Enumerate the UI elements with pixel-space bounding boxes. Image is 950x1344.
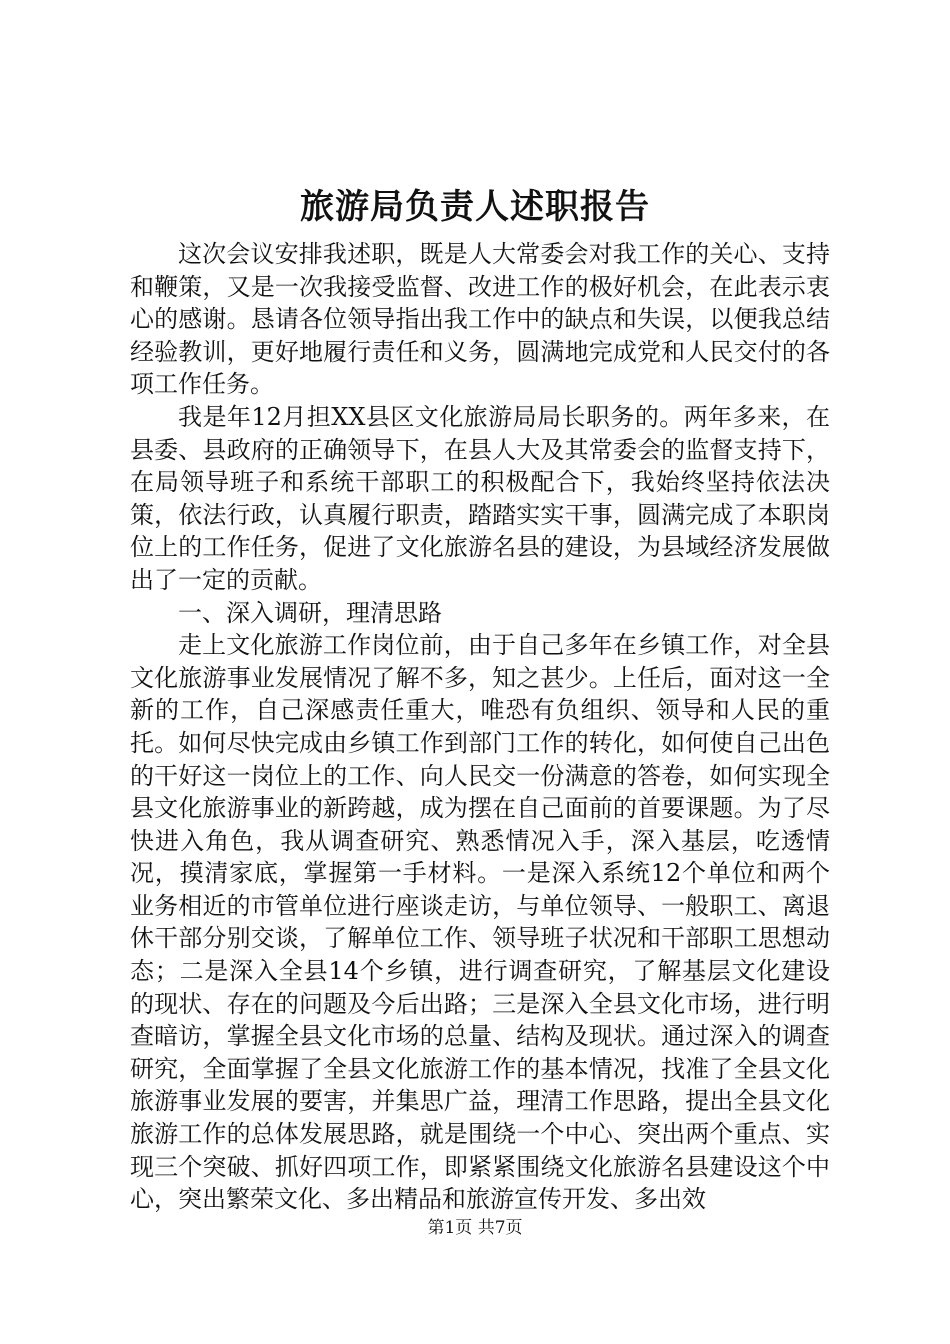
document-body xyxy=(130,238,830,1214)
paragraph-intro: 这次会议安排我述职，既是人大常委会对我工作的关心、支持和鞭策，又是一次我接受监督、改进工作的极好机会，在此表示衷心的感谢。恳请各位领导指出我工作中的缺点和失误，以便我总结经验教训，更好地履行责任和义务，圆满地完成党和人民交付的各项工作任务。 xyxy=(130,240,830,399)
paragraph-background: 我是年12月担XX县区文化旅游局局长职务的。两年多来，在县委、县政府的正确领导下，在县人大及其常委会的监督支持下，在局领导班子和系统干部职工的积极配合下，我始终坚持依法决策，依法行政，认真履行职责，踏踏实实干事，圆满完成了本职岗位上的工作任务，促进了文化旅游名县的建设，为县域经济发展做出了一定的贡献。 xyxy=(130,402,830,594)
page-number-footer: 第1页 共7页 xyxy=(427,1218,523,1238)
paragraph-section-1: 走上文化旅游工作岗位前，由于自己多年在乡镇工作，对全县文化旅游事业发展情况了解不多，知之甚少。上任后，面对这一全新的工作，自己深感责任重大，唯恐有负组织、领导和人民的重托。如何尽快完成由乡镇工作到部门工作的转化，如何使自己出色的干好这一岗位上的工作、向人民交一份满意的答卷，如何实现全县文化旅游事业的新跨越，成为摆在自己面前的首要课题。为了尽快进入角色，我从调查研究、熟悉情况入手，深入基层，吃透情况，摸清家底，掌握第一手材料。一是深入系统12个单位和两个业务相近的市管单位进行座谈走访，与单位领导、一般职工、离退休干部分别交谈，了解单位工作、领导班子状况和干部职工思想动态；二是深入全县14个乡镇，进行调查研究，了解基层文化建设的现状、存在的问题及今后出路；三是深入全县文化市场，进行明查暗访，掌握全县文化市场的总量、结构及现状。通过深入的调查研究，全面掌握了全县文化旅游工作的基本情况，找准了全县文化旅游事业发展的要害，并集思广益，理清工作思路，提出全县文化旅游工作的总体发展思路，就是围绕一个中心、突出两个重点、实现三个突破、抓好四项工作，即紧紧围绕文化旅游名县建设这个中心，突出繁荣文化、多出精品和旅游宣传开发、多出效 xyxy=(130,631,830,1214)
document-title: 旅游局负责人述职报告 xyxy=(300,187,650,227)
section-heading-1: 一、深入调研，理清思路 xyxy=(178,598,442,627)
